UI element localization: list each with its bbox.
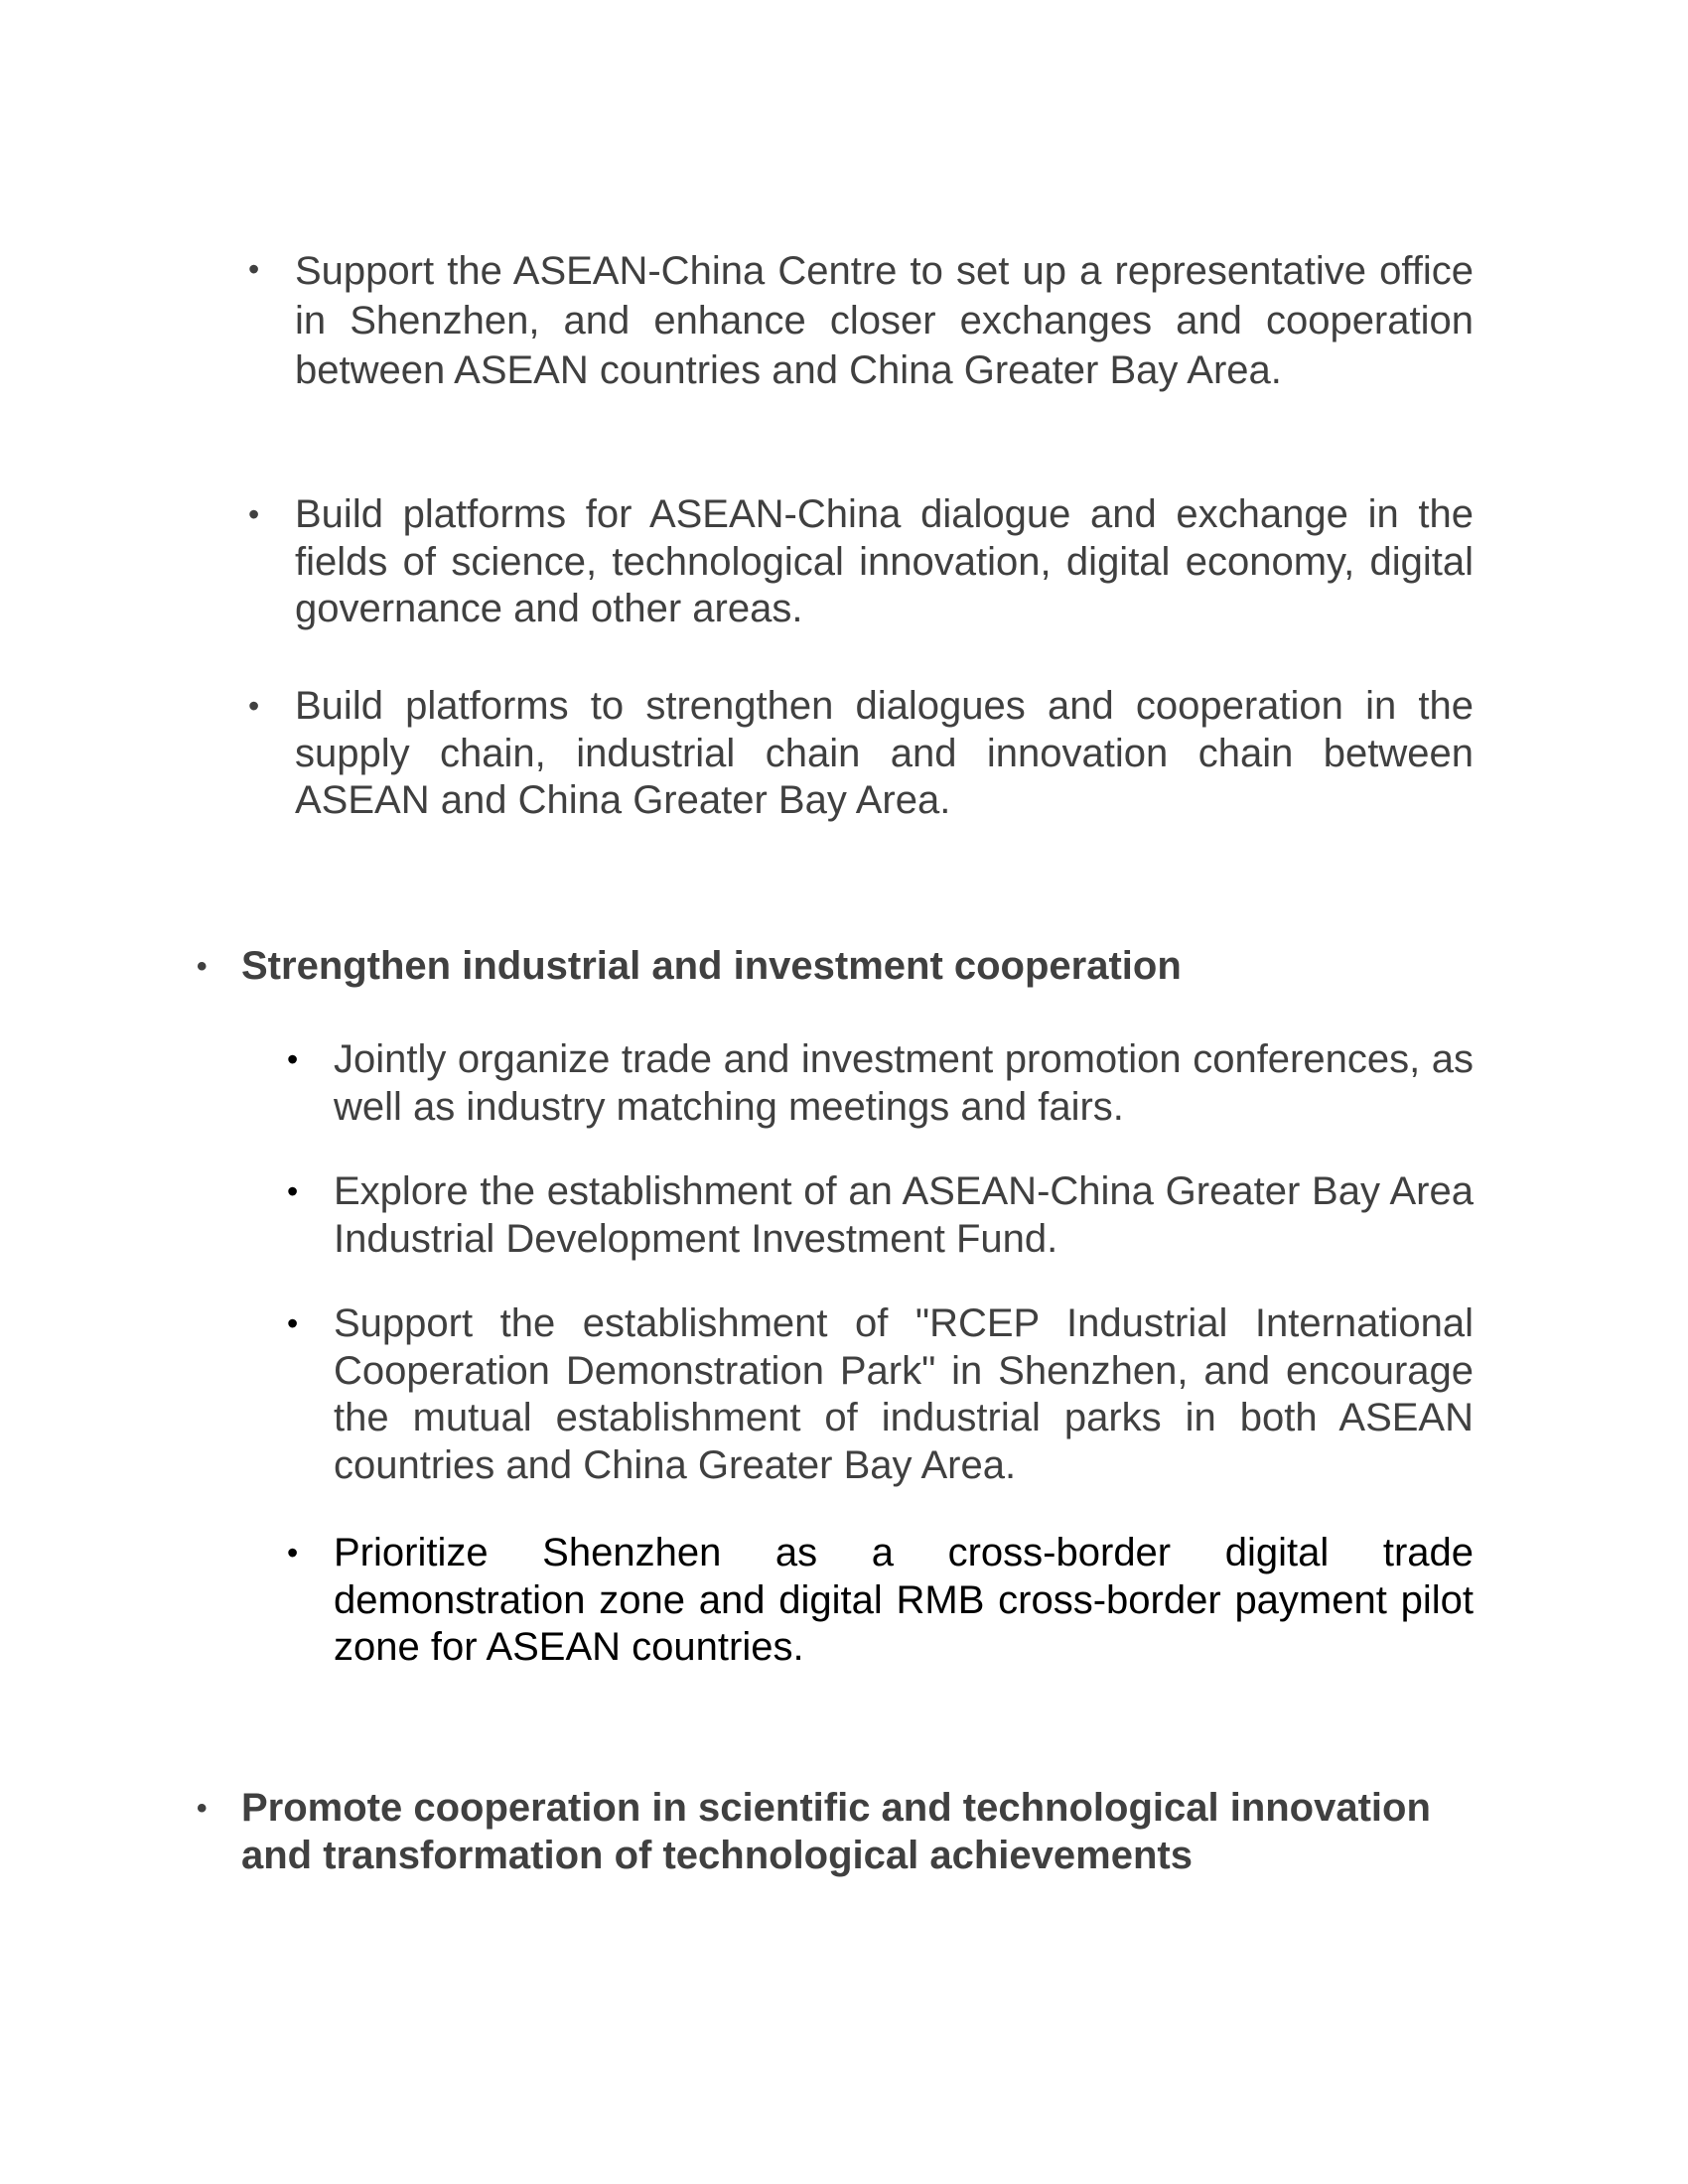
section-heading-industrial <box>197 943 1474 991</box>
bullet-icon: • <box>197 1792 208 1825</box>
bullet-icon: • <box>248 251 260 287</box>
section-heading-innovation <box>197 1785 1474 1879</box>
bullet-icon: • <box>287 1173 299 1209</box>
bullet-icon: • <box>197 950 208 983</box>
list-item-text: Support the ASEAN-China Centre to set up a representative office in Shenzhen, and enhance closer exchanges and cooperation between ASEAN countries and China Greater Bay Area. <box>295 249 1474 392</box>
bullet-icon: • <box>287 1305 299 1341</box>
section-heading-text: Strengthen industrial and investment cooperation <box>241 944 1182 988</box>
bullet-icon: • <box>248 496 260 532</box>
bullet-icon: • <box>287 1535 299 1570</box>
list-item <box>248 491 1474 633</box>
list-item-text: Build platforms for ASEAN-China dialogue and exchange in the fields of science, technological innovation, digital economy, digital governance and other areas. <box>295 492 1474 630</box>
list-item <box>287 1530 1474 1672</box>
list-item-text: Explore the establishment of an ASEAN-China Greater Bay Area Industrial Development Investment Fund. <box>334 1169 1474 1261</box>
bullet-icon: • <box>287 1041 299 1077</box>
list-item-text: Jointly organize trade and investment promotion conferences, as well as industry matching meetings and fairs. <box>334 1037 1474 1129</box>
section-heading-text: Promote cooperation in scientific and technological innovation and transformation of technological achievements <box>241 1786 1431 1877</box>
list-item <box>287 1036 1474 1131</box>
list-item <box>287 1300 1474 1489</box>
list-item <box>287 1168 1474 1263</box>
bullet-icon: • <box>248 688 260 724</box>
list-item-text: Support the establishment of "RCEP Industrial International Cooperation Demonstration Park" in Shenzhen, and encourage the mutual establishment of industrial parks in both ASEAN countries and China Greater Bay Area. <box>334 1301 1474 1487</box>
list-item <box>248 246 1474 395</box>
list-item-text: Build platforms to strengthen dialogues and cooperation in the supply chain, industrial chain and innovation chain between ASEAN and China Greater Bay Area. <box>295 684 1474 822</box>
list-item <box>248 683 1474 825</box>
list-item-text: Prioritize Shenzhen as a cross-border digital trade demonstration zone and digital RMB cross-border payment pilot zone for ASEAN countries. <box>334 1531 1474 1669</box>
